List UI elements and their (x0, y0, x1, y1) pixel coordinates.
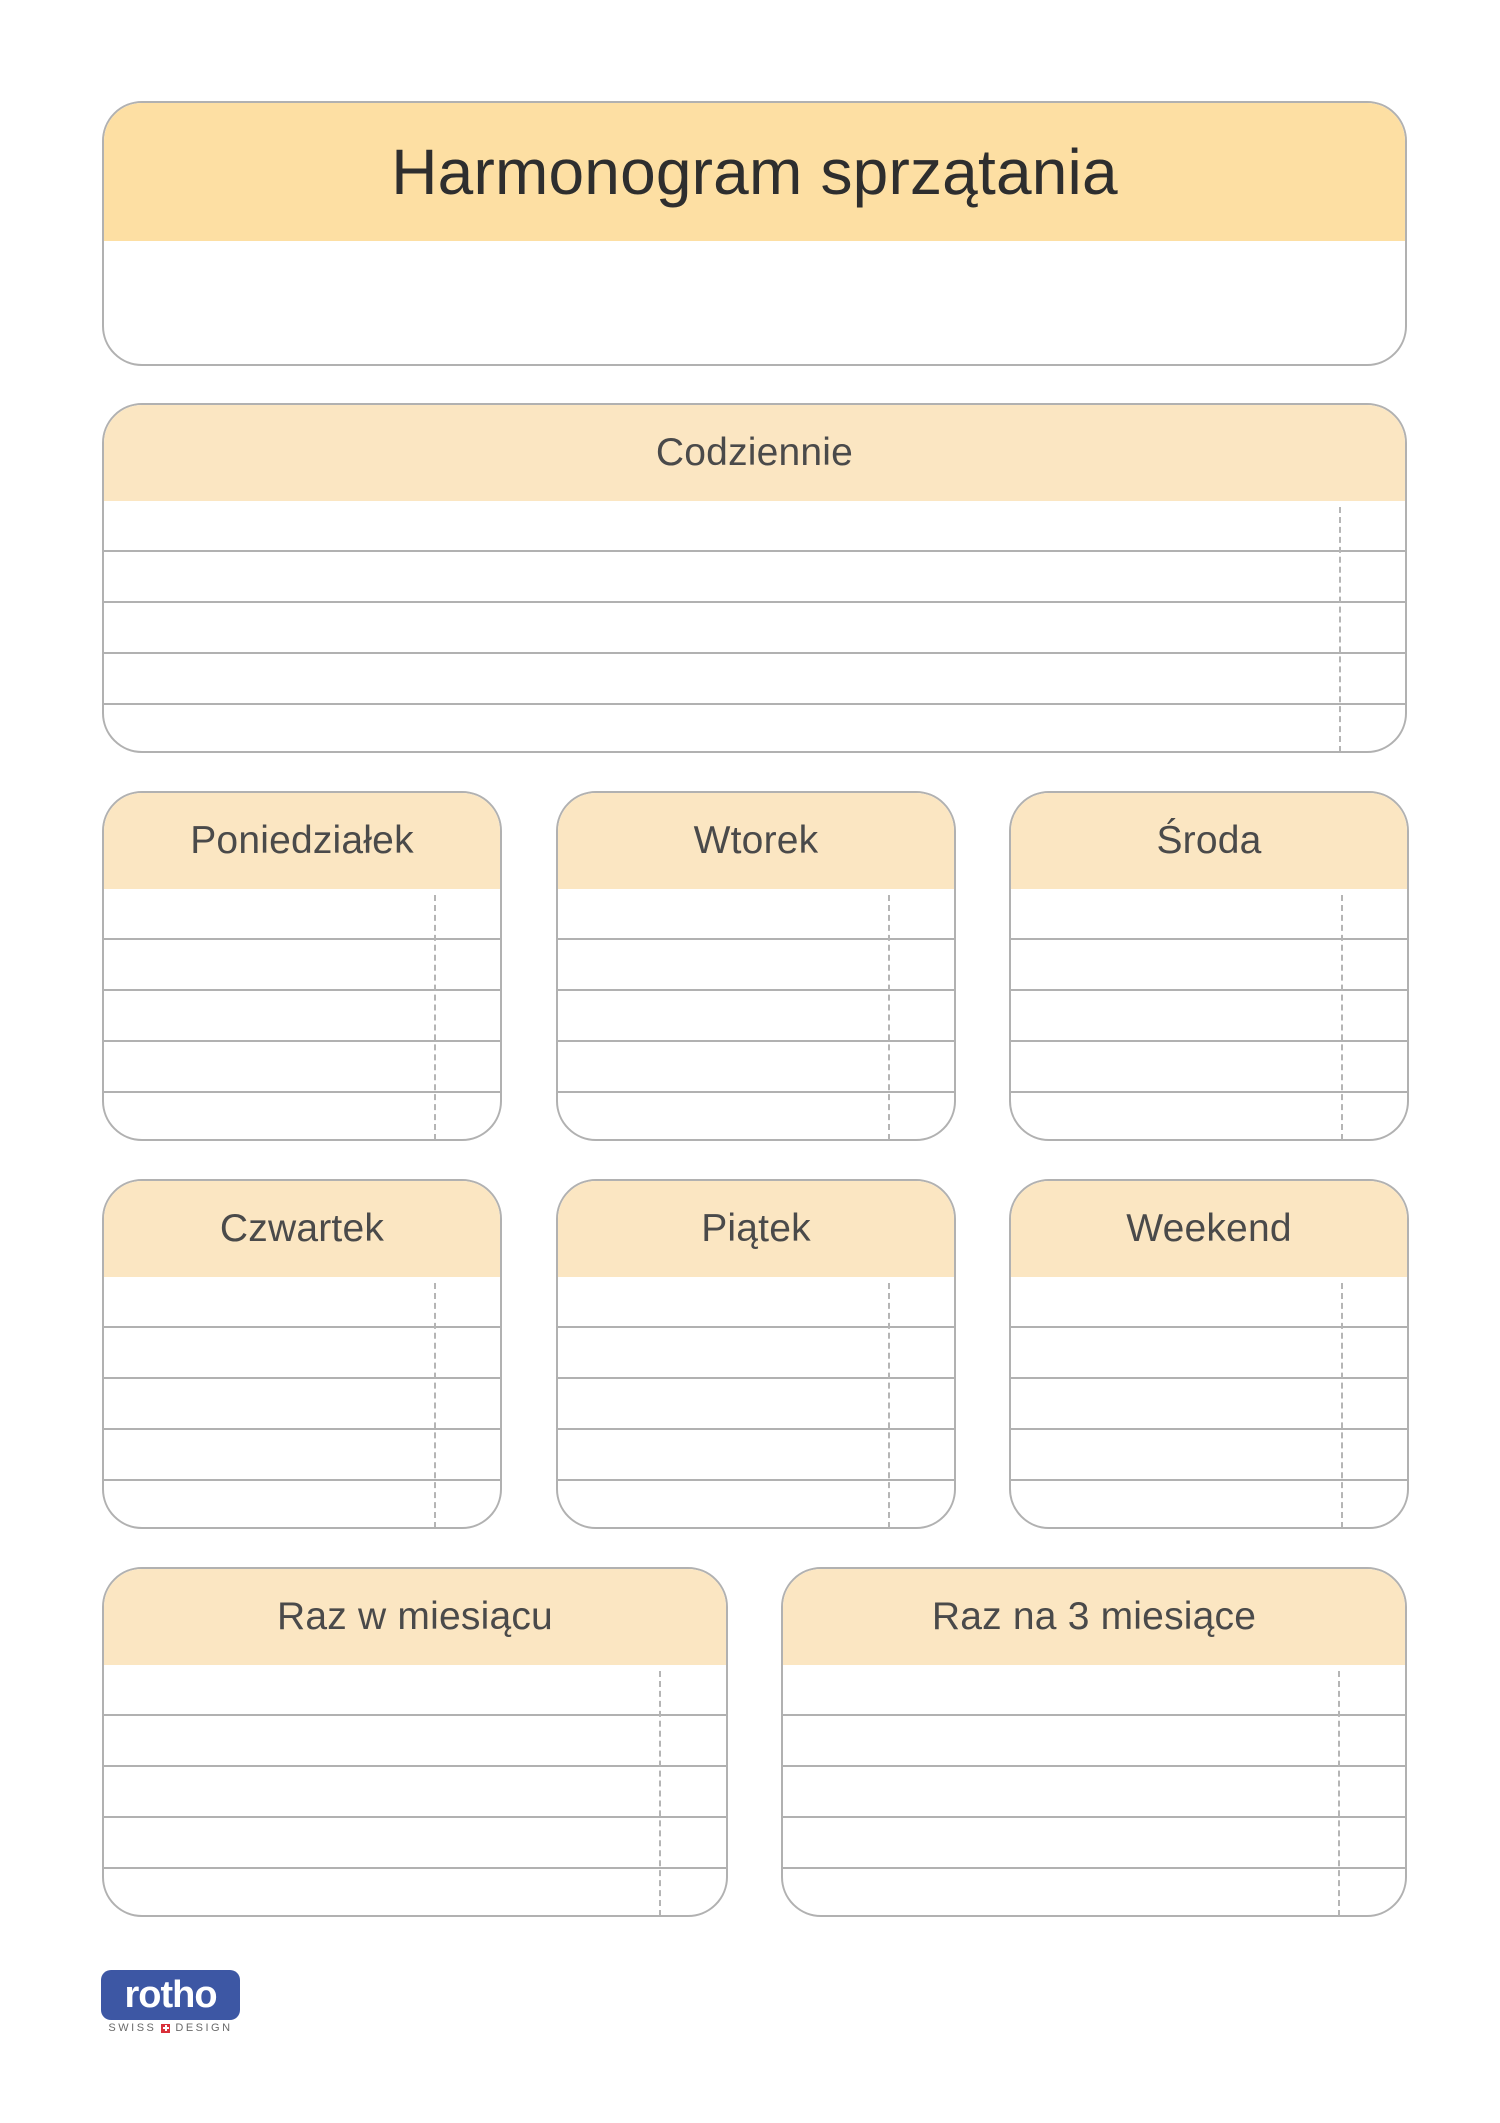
section-monthly-lines (104, 1665, 726, 1917)
brand-tagline (101, 2022, 240, 2034)
section-monthly (102, 1567, 728, 1917)
list-item[interactable] (1011, 1481, 1407, 1529)
list-item[interactable] (104, 889, 500, 940)
section-weekend (1009, 1179, 1409, 1529)
list-item[interactable] (558, 1430, 954, 1481)
list-item[interactable] (104, 1093, 500, 1141)
list-item[interactable] (1011, 940, 1407, 991)
list-item[interactable] (1011, 1328, 1407, 1379)
list-item[interactable] (1011, 1277, 1407, 1328)
checkbox-column-divider (1341, 1283, 1343, 1528)
list-item[interactable] (783, 1767, 1405, 1818)
list-item[interactable] (558, 1277, 954, 1328)
section-tuesday-header: Wtorek (558, 793, 954, 889)
section-wednesday-header: Środa (1011, 793, 1407, 889)
list-item[interactable] (558, 1093, 954, 1141)
list-item[interactable] (104, 1716, 726, 1767)
section-monday-header: Poniedziałek (104, 793, 500, 889)
list-item[interactable] (104, 1481, 500, 1529)
list-item[interactable] (1011, 1093, 1407, 1141)
page-title: Harmonogram sprzątania (104, 103, 1405, 241)
list-item[interactable] (558, 1481, 954, 1529)
list-item[interactable] (104, 1767, 726, 1818)
section-daily (102, 403, 1407, 753)
list-item[interactable] (558, 1379, 954, 1430)
list-item[interactable] (1011, 1379, 1407, 1430)
checkbox-column-divider (1341, 895, 1343, 1140)
list-item[interactable] (783, 1869, 1405, 1917)
section-daily-lines (104, 501, 1405, 753)
section-thursday-lines (104, 1277, 500, 1529)
list-item[interactable] (104, 1430, 500, 1481)
list-item[interactable] (104, 940, 500, 991)
list-item[interactable] (104, 1277, 500, 1328)
section-thursday-header: Czwartek (104, 1181, 500, 1277)
list-item[interactable] (783, 1665, 1405, 1716)
checkbox-column-divider (888, 1283, 890, 1528)
list-item[interactable] (104, 1328, 500, 1379)
list-item[interactable] (558, 940, 954, 991)
section-daily-header: Codziennie (104, 405, 1405, 501)
brand-logo: rotho (101, 1970, 240, 2020)
checkbox-column-divider (888, 895, 890, 1140)
list-item[interactable] (104, 1042, 500, 1093)
list-item[interactable] (1011, 1042, 1407, 1093)
list-item[interactable] (104, 1379, 500, 1430)
title-card (102, 101, 1407, 366)
swiss-cross-icon (161, 2024, 170, 2033)
list-item[interactable] (104, 501, 1405, 552)
section-quarterly (781, 1567, 1407, 1917)
list-item[interactable] (783, 1818, 1405, 1869)
list-item[interactable] (104, 1869, 726, 1917)
list-item[interactable] (104, 991, 500, 1042)
tagline-right: DESIGN (175, 2022, 233, 2034)
list-item[interactable] (558, 1328, 954, 1379)
section-wednesday-lines (1011, 889, 1407, 1141)
list-item[interactable] (558, 991, 954, 1042)
section-monday (102, 791, 502, 1141)
list-item[interactable] (104, 654, 1405, 705)
section-quarterly-lines (783, 1665, 1405, 1917)
checkbox-column-divider (434, 1283, 436, 1528)
list-item[interactable] (558, 889, 954, 940)
section-monday-lines (104, 889, 500, 1141)
list-item[interactable] (104, 603, 1405, 654)
list-item[interactable] (104, 1818, 726, 1869)
checkbox-column-divider (1339, 507, 1341, 752)
section-weekend-header: Weekend (1011, 1181, 1407, 1277)
section-monthly-header: Raz w miesiącu (104, 1569, 726, 1665)
checkbox-column-divider (659, 1671, 661, 1916)
list-item[interactable] (1011, 991, 1407, 1042)
checkbox-column-divider (434, 895, 436, 1140)
list-item[interactable] (104, 705, 1405, 753)
section-wednesday (1009, 791, 1409, 1141)
list-item[interactable] (1011, 1430, 1407, 1481)
section-friday-lines (558, 1277, 954, 1529)
tagline-left: SWISS (108, 2022, 157, 2034)
list-item[interactable] (104, 1665, 726, 1716)
list-item[interactable] (558, 1042, 954, 1093)
list-item[interactable] (104, 552, 1405, 603)
section-tuesday-lines (558, 889, 954, 1141)
list-item[interactable] (1011, 889, 1407, 940)
checkbox-column-divider (1338, 1671, 1340, 1916)
section-friday (556, 1179, 956, 1529)
section-quarterly-header: Raz na 3 miesiące (783, 1569, 1405, 1665)
title-writing-area[interactable] (104, 241, 1405, 366)
section-thursday (102, 1179, 502, 1529)
section-friday-header: Piątek (558, 1181, 954, 1277)
section-weekend-lines (1011, 1277, 1407, 1529)
section-tuesday (556, 791, 956, 1141)
list-item[interactable] (783, 1716, 1405, 1767)
